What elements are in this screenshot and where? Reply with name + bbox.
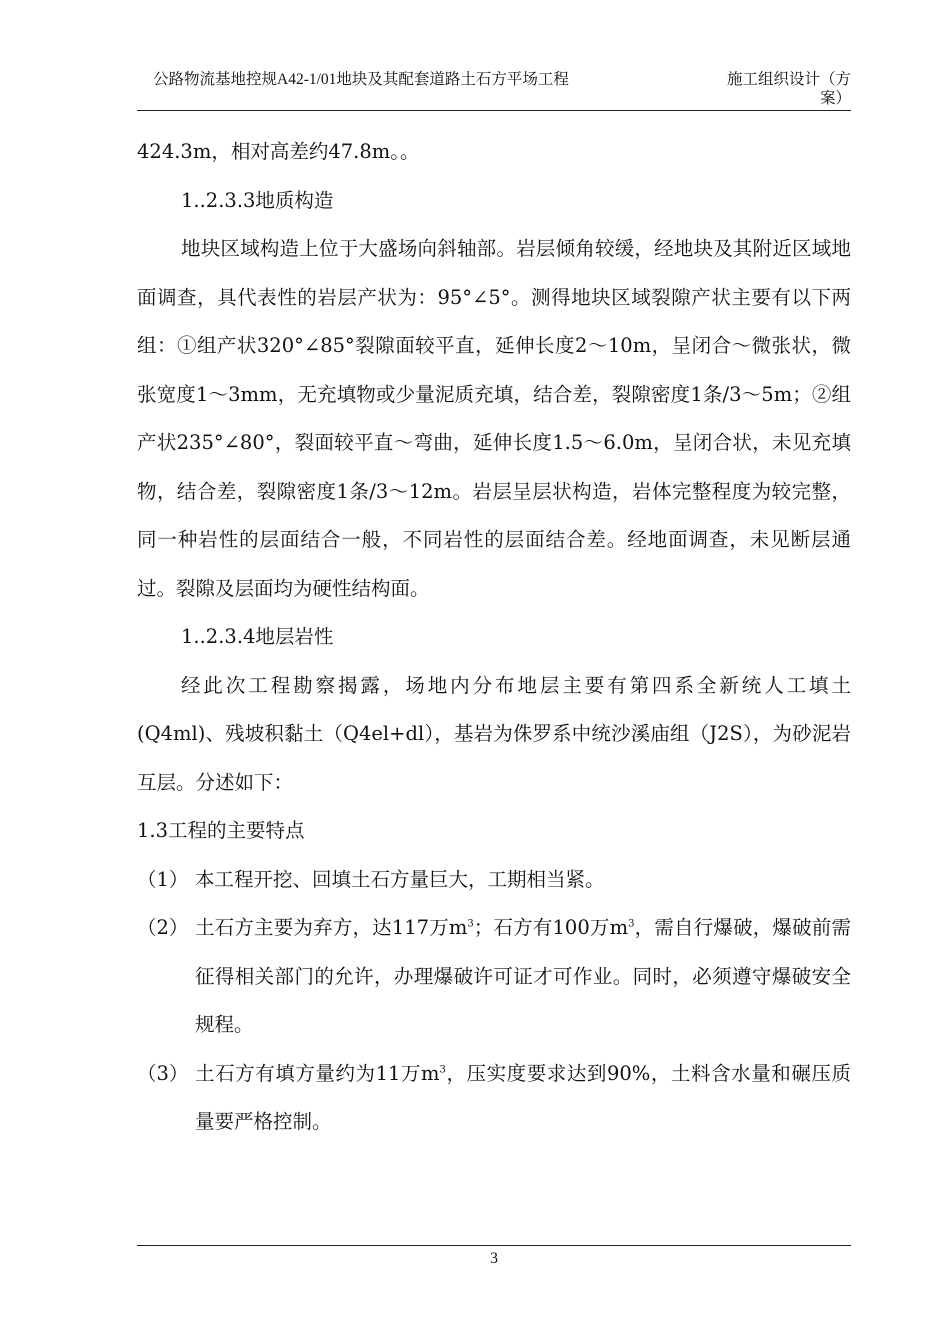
page-header bbox=[137, 68, 851, 111]
list-item bbox=[137, 1050, 851, 1147]
document-body bbox=[137, 128, 851, 1147]
heading-geological-structure: 1..2.3.3地质构造 bbox=[181, 188, 334, 212]
list-number: （2） bbox=[137, 916, 189, 939]
footer-divider bbox=[137, 1245, 851, 1246]
list-text: ；石方有100万m bbox=[473, 916, 629, 939]
header-section-title: 施工组织设计（方案） bbox=[726, 71, 851, 107]
header-document-title: 公路物流基地控规A42-1/01地块及其配套道路土石方平场工程 bbox=[153, 71, 569, 88]
heading-strata-lithology: 1..2.3.4地层岩性 bbox=[181, 625, 334, 648]
paragraph-geological-structure: 地块区域构造上位于大盛场向斜轴部。岩层倾角较缓，经地块及其附近区域地面调查，具代表性的岩层产状为：95°∠5°。测得地块区域裂隙产状主要有以下两组：①组产状320°∠85°裂隙面较平直，延伸长度2～10m，呈闭合～微张状，微张宽度1～3mm，无充填物或少量泥质充填，结合差，裂隙密度1条/3～5m；②组产状235°∠80°，裂面较平直～弯曲，延伸长度1.5～6.0m，呈闭合状，未见充填物，结合差，裂隙密度1条/3～12m。岩层呈层状构造，岩体完整程度为较完整，同一种岩性的层面结合一般，不同岩性的层面结合差。经地面调查，未见断层通过。裂隙及层面均为硬性结构面。 bbox=[137, 237, 851, 600]
list-item bbox=[137, 856, 851, 905]
paragraph-strata-lithology: 经此次工程勘察揭露，场地内分布地层主要有第四系全新统人工填土(Q4ml)、残坡积黏土（Q4el+dl），基岩为侏罗系中统沙溪庙组（J2S），为砂泥岩互层。分述如下： bbox=[137, 673, 851, 794]
superscript: 3 bbox=[439, 1064, 446, 1075]
list-text: ，需自行爆破，爆破前需征得相关部门的允许，办理爆破许可证才可作业。同时，必须遵守爆破安全规程。 bbox=[195, 916, 851, 1036]
continued-line: 424.3m，相对高差约47.8m。。 bbox=[137, 140, 420, 163]
list-text: 土石方有填方量约为11万m bbox=[195, 1061, 440, 1085]
page-number: 3 bbox=[490, 1250, 498, 1267]
heading-main-features: 1.3工程的主要特点 bbox=[137, 819, 305, 842]
list-item bbox=[137, 904, 851, 1050]
superscript: 3 bbox=[628, 918, 635, 930]
list-text: 土石方主要为弃方，达117万m bbox=[195, 916, 468, 939]
list-number: （1） bbox=[137, 867, 189, 891]
list-text: 本工程开挖、回填土石方量巨大，工期相当紧。 bbox=[195, 867, 605, 891]
superscript: 3 bbox=[467, 918, 474, 930]
list-number: （3） bbox=[137, 1061, 189, 1085]
list-text: ，压实度要求达到90%，土料含水量和碾压质量要严格控制。 bbox=[195, 1061, 851, 1133]
